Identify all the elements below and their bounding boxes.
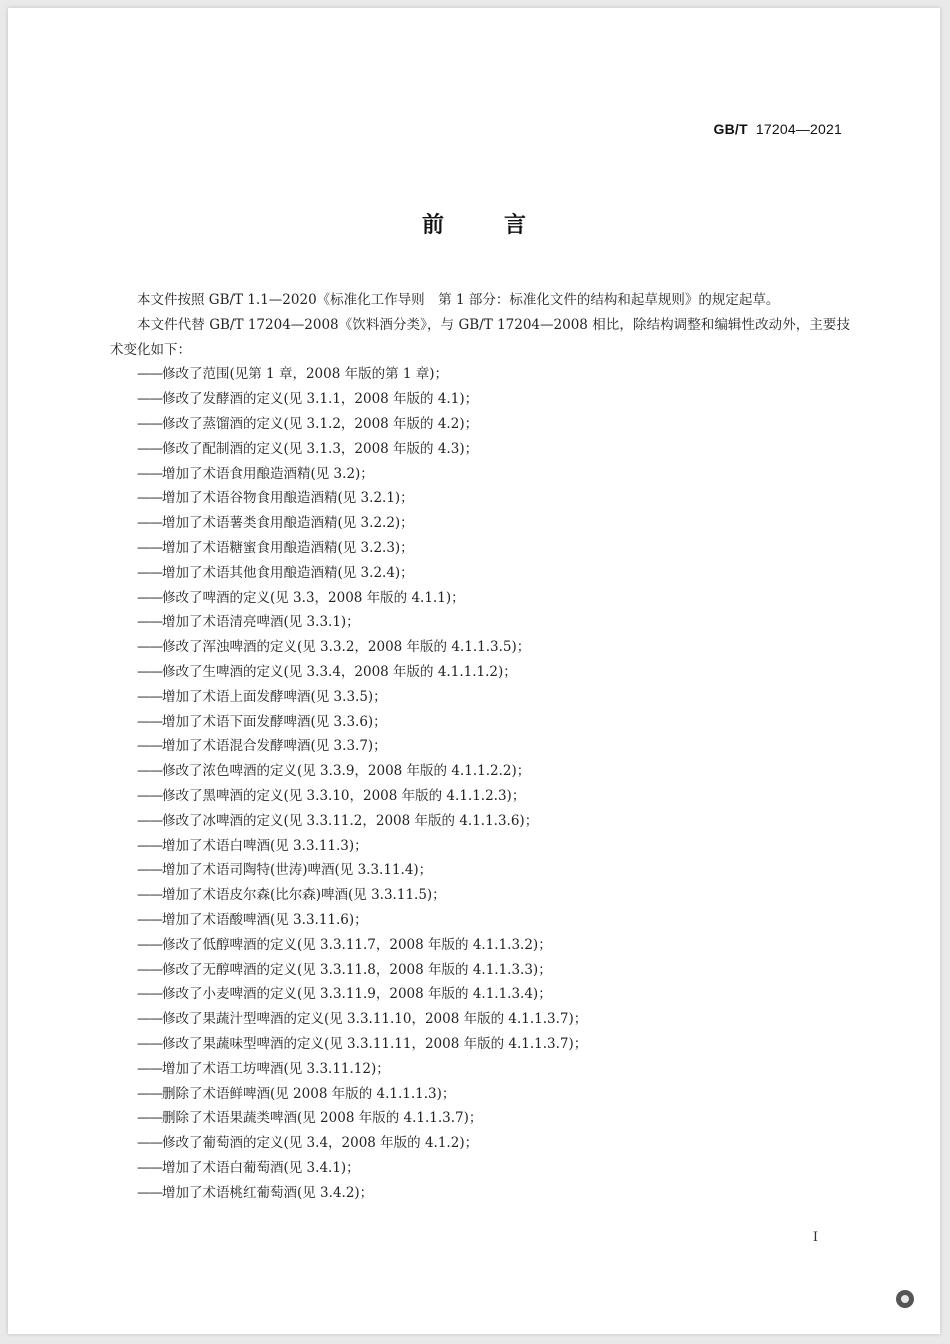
list-dash: —— <box>137 415 162 432</box>
list-dash: —— <box>137 589 162 606</box>
change-item-text: 修改了冰啤酒的定义(见 3.3.11.2，2008 年版的 4.1.1.3.6)； <box>162 812 539 829</box>
change-item <box>110 660 850 685</box>
change-item <box>110 908 850 933</box>
change-item-text: 增加了术语清亮啤酒(见 3.3.1)； <box>162 614 360 631</box>
change-item <box>110 536 850 561</box>
change-item <box>110 784 850 809</box>
page-number: I <box>812 1230 818 1245</box>
change-item-text: 修改了无醇啤酒的定义(见 3.3.11.8，2008 年版的 4.1.1.3.3)； <box>162 961 552 978</box>
change-item <box>110 486 850 511</box>
change-item <box>110 1057 850 1082</box>
standard-code: 17204—2021 <box>755 121 842 137</box>
change-item <box>110 412 850 437</box>
change-item <box>110 1082 850 1107</box>
list-dash: —— <box>137 1110 162 1127</box>
change-item-text: 修改了蒸馏酒的定义(见 3.1.2，2008 年版的 4.2)； <box>162 415 479 432</box>
change-item-text: 增加了术语皮尔森(比尔森)啤酒(见 3.3.11.5)； <box>162 887 446 904</box>
list-dash: —— <box>137 639 162 656</box>
paragraph-replacement-note: 本文件代替 GB/T 17204—2008《饮料酒分类》，与 GB/T 17204—2008 相比，除结构调整和编辑性改动外，主要技术变化如下： <box>110 316 850 358</box>
change-item <box>110 1106 850 1131</box>
paragraph-drafting-rules: 本文件按照 GB/T 1.1—2020《标准化工作导则 第 1 部分：标准化文件的结构和起草规则》的规定起草。 <box>137 292 780 308</box>
change-list <box>110 362 850 1205</box>
list-dash: —— <box>137 564 162 581</box>
change-item-text: 修改了低醇啤酒的定义(见 3.3.11.7，2008 年版的 4.1.1.3.2)； <box>162 936 552 953</box>
list-dash: —— <box>137 1011 162 1028</box>
list-dash: —— <box>137 440 162 457</box>
change-item <box>110 1156 850 1181</box>
list-dash: —— <box>137 738 162 755</box>
standard-prefix: GB/T <box>713 121 748 137</box>
list-dash: —— <box>137 763 162 780</box>
change-item <box>110 759 850 784</box>
change-item-text: 删除了术语果蔬类啤酒(见 2008 年版的 4.1.1.3.7)； <box>162 1110 483 1127</box>
viewer-badge-icon <box>896 1290 914 1308</box>
change-item <box>110 734 850 759</box>
change-item-text: 修改了果蔬味型啤酒的定义(见 3.3.11.11，2008 年版的 4.1.1.3.7)； <box>162 1035 588 1052</box>
list-dash: —— <box>137 366 162 383</box>
list-dash: —— <box>137 688 162 705</box>
change-item <box>110 511 850 536</box>
change-item <box>110 387 850 412</box>
list-dash: —— <box>137 961 162 978</box>
change-item <box>110 933 850 958</box>
list-dash: —— <box>137 1060 162 1077</box>
change-item <box>110 437 850 462</box>
list-dash: —— <box>137 787 162 804</box>
change-item <box>110 635 850 660</box>
list-dash: —— <box>137 663 162 680</box>
list-dash: —— <box>137 837 162 854</box>
section-title: 前言 <box>421 213 586 238</box>
change-item <box>110 809 850 834</box>
list-dash: —— <box>137 887 162 904</box>
change-item-text: 增加了术语桃红葡萄酒(见 3.4.2)； <box>162 1184 374 1201</box>
list-dash: —— <box>137 936 162 953</box>
change-item-text: 修改了浓色啤酒的定义(见 3.3.9，2008 年版的 4.1.1.2.2)； <box>162 763 531 780</box>
change-item-text: 增加了术语白葡萄酒(见 3.4.1)； <box>162 1159 360 1176</box>
list-dash: —— <box>137 862 162 879</box>
list-dash: —— <box>137 1085 162 1102</box>
list-dash: —— <box>137 515 162 532</box>
change-item-text: 修改了果蔬汁型啤酒的定义(见 3.3.11.10，2008 年版的 4.1.1.3.7)； <box>162 1011 588 1028</box>
list-dash: —— <box>137 1035 162 1052</box>
change-item-text: 修改了浑浊啤酒的定义(见 3.3.2，2008 年版的 4.1.1.3.5)； <box>162 639 531 656</box>
change-item-text: 修改了范围(见第 1 章，2008 年版的第 1 章)； <box>162 366 449 383</box>
change-item-text: 修改了啤酒的定义(见 3.3，2008 年版的 4.1.1)； <box>162 589 465 606</box>
change-item <box>110 1181 850 1206</box>
change-item <box>110 462 850 487</box>
document-page <box>8 8 940 1334</box>
change-item <box>110 561 850 586</box>
standard-number <box>713 121 842 137</box>
change-item-text: 删除了术语鲜啤酒(见 2008 年版的 4.1.1.1.3)； <box>162 1085 456 1102</box>
list-dash: —— <box>137 465 162 482</box>
change-item-text: 增加了术语谷物食用酿造酒精(见 3.2.1)； <box>162 490 414 507</box>
list-dash: —— <box>137 911 162 928</box>
change-item-text: 修改了小麦啤酒的定义(见 3.3.11.9，2008 年版的 4.1.1.3.4)； <box>162 986 552 1003</box>
change-item <box>110 710 850 735</box>
change-item-text: 增加了术语薯类食用酿造酒精(见 3.2.2)； <box>162 515 414 532</box>
change-item <box>110 883 850 908</box>
change-item <box>110 685 850 710</box>
change-item-text: 修改了葡萄酒的定义(见 3.4，2008 年版的 4.1.2)； <box>162 1135 479 1152</box>
change-item-text: 增加了术语司陶特(世涛)啤酒(见 3.3.11.4)； <box>162 862 433 879</box>
change-item <box>110 1007 850 1032</box>
change-item <box>110 362 850 387</box>
list-dash: —— <box>137 490 162 507</box>
change-item-text: 增加了术语下面发酵啤酒(见 3.3.6)； <box>162 713 387 730</box>
change-item <box>110 834 850 859</box>
change-item-text: 增加了术语工坊啤酒(见 3.3.11.12)； <box>162 1060 390 1077</box>
change-item-text: 增加了术语酸啤酒(见 3.3.11.6)； <box>162 911 368 928</box>
list-dash: —— <box>137 539 162 556</box>
change-item-text: 增加了术语上面发酵啤酒(见 3.3.5)； <box>162 688 387 705</box>
change-item-text: 修改了配制酒的定义(见 3.1.3，2008 年版的 4.3)； <box>162 440 479 457</box>
list-dash: —— <box>137 1159 162 1176</box>
list-dash: —— <box>137 391 162 408</box>
change-item-text: 增加了术语糖蜜食用酿造酒精(见 3.2.3)； <box>162 539 414 556</box>
list-dash: —— <box>137 614 162 631</box>
change-item <box>110 1131 850 1156</box>
change-item-text: 增加了术语其他食用酿造酒精(见 3.2.4)； <box>162 564 414 581</box>
foreword-body <box>110 288 850 1205</box>
list-dash: —— <box>137 1184 162 1201</box>
change-item-text: 增加了术语混合发酵啤酒(见 3.3.7)； <box>162 738 387 755</box>
change-item-text: 修改了黑啤酒的定义(见 3.3.10，2008 年版的 4.1.1.2.3)； <box>162 787 526 804</box>
list-dash: —— <box>137 713 162 730</box>
change-item-text: 修改了发酵酒的定义(见 3.1.1，2008 年版的 4.1)； <box>162 391 479 408</box>
list-dash: —— <box>137 812 162 829</box>
list-dash: —— <box>137 1135 162 1152</box>
change-item-text: 增加了术语食用酿造酒精(见 3.2)； <box>162 465 374 482</box>
change-item <box>110 586 850 611</box>
change-item-text: 修改了生啤酒的定义(见 3.3.4，2008 年版的 4.1.1.1.2)； <box>162 663 517 680</box>
change-item <box>110 958 850 983</box>
list-dash: —— <box>137 986 162 1003</box>
change-item-text: 增加了术语白啤酒(见 3.3.11.3)； <box>162 837 368 854</box>
change-item <box>110 982 850 1007</box>
change-item <box>110 610 850 635</box>
change-item <box>110 1032 850 1057</box>
change-item <box>110 858 850 883</box>
